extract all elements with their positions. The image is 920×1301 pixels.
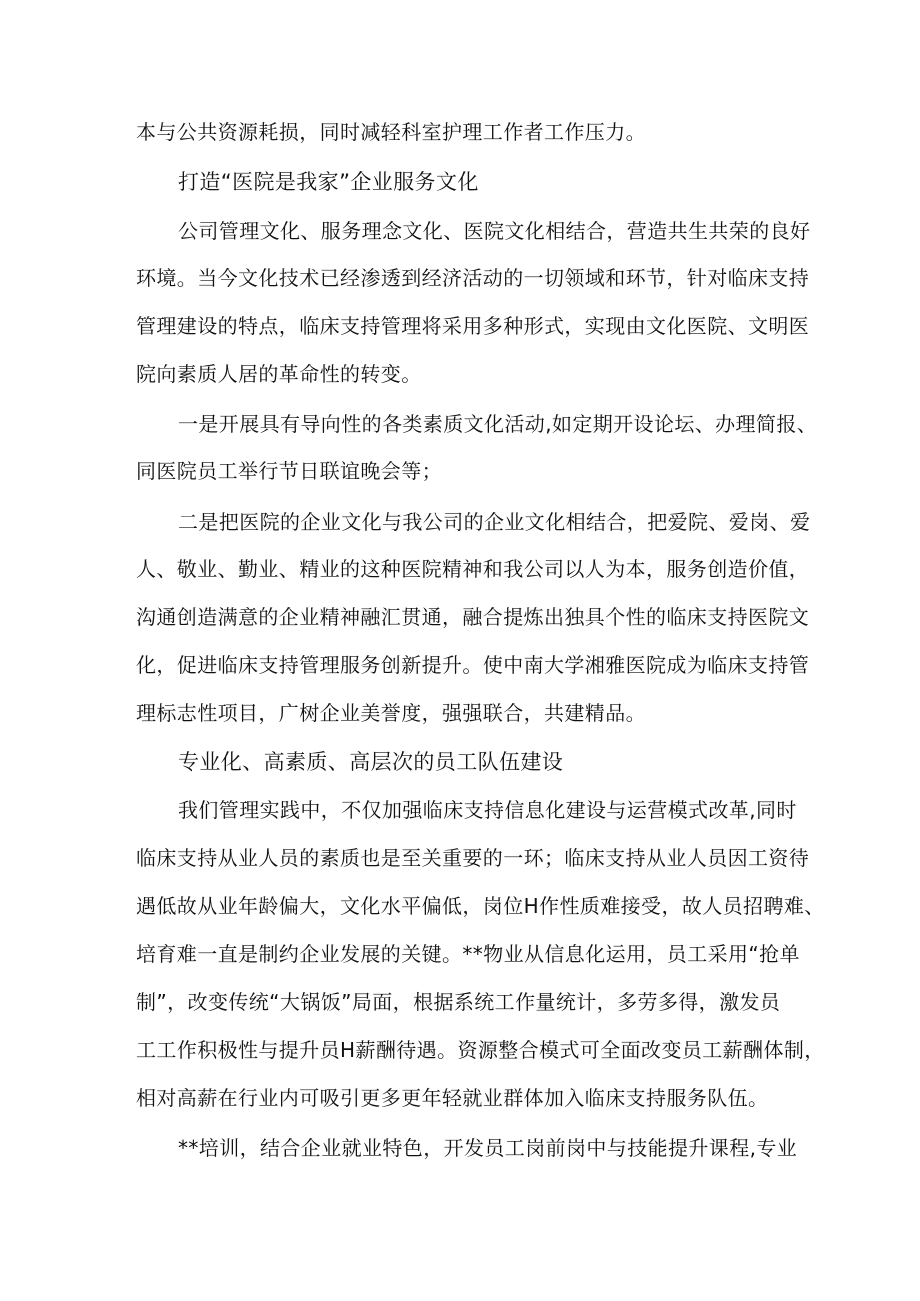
text-line: 一是开展具有导向性的各类素质文化活动,如定期开设论坛、办理简报、 <box>178 412 818 436</box>
text-line: **培训，结合企业就业特色，开发员工岗前岗中与技能提升课程,专业 <box>178 1136 798 1160</box>
text-line: 沟通创造满意的企业精神融汇贯通，融合提炼出独具个性的临床支持医院文 <box>136 605 810 629</box>
text-line: 人、敬业、勤业、精业的这种医院精神和我公司以人为本，服务创造价值， <box>136 557 810 581</box>
section-heading: 专业化、高素质、高层次的员工队伍建设 <box>178 750 564 774</box>
section-heading: 打造“医院是我家”企业服务文化 <box>178 170 479 194</box>
text-line: 二是把医院的企业文化与我公司的企业文化相结合，把爱院、爱岗、爱 <box>178 510 811 534</box>
text-line: 管理建设的特点，临床支持管理将采用多种形式，实现由文化医院、文明医 <box>136 314 810 338</box>
text-line: 公司管理文化、服务理念文化、医院文化相结合，营造共生共荣的良好 <box>178 219 811 243</box>
text-line: 相对高薪在行业内可吸引更多更年轻就业群体加入临床支持服务队伍。 <box>136 1086 769 1110</box>
text-line: 同医院员工举行节日联谊晚会等； <box>136 459 442 483</box>
text-line: 工工作积极性与提升员H薪酬待遇。资源整合模式可全面改变员工薪酬体制， <box>136 1038 825 1062</box>
text-line: 理标志性项目，广树企业美誉度，强强联合，共建精品。 <box>136 701 646 725</box>
text-line: 本与公共资源耗损，同时减轻科室护理工作者工作压力。 <box>136 120 646 144</box>
text-line: 培育难一直是制约企业发展的关键。**物业从信息化运用，员工采用“抢单 <box>136 942 800 966</box>
text-line: 制”，改变传统“大锅饭”局面，根据系统工作量统计，多劳多得，激发员 <box>136 990 781 1014</box>
text-line: 我们管理实践中，不仅加强临床支持信息化建设与运营模式改革,同时 <box>178 798 797 822</box>
text-line: 化，促进临床支持管理服务创新提升。使中南大学湘雅医院成为临床支持管 <box>136 653 810 677</box>
text-line: 院向素质人居的革命性的转变。 <box>136 362 422 386</box>
text-line: 环境。当今文化技术已经渗透到经济活动的一切领域和环节，针对临床支持 <box>136 266 810 290</box>
text-line: 临床支持从业人员的素质也是至关重要的一环；临床支持从业人员因工资待 <box>136 846 810 870</box>
text-line: 遇低故从业年龄偏大，文化水平偏低，岗位H作性质难接受，故人员招聘难、 <box>136 894 825 918</box>
